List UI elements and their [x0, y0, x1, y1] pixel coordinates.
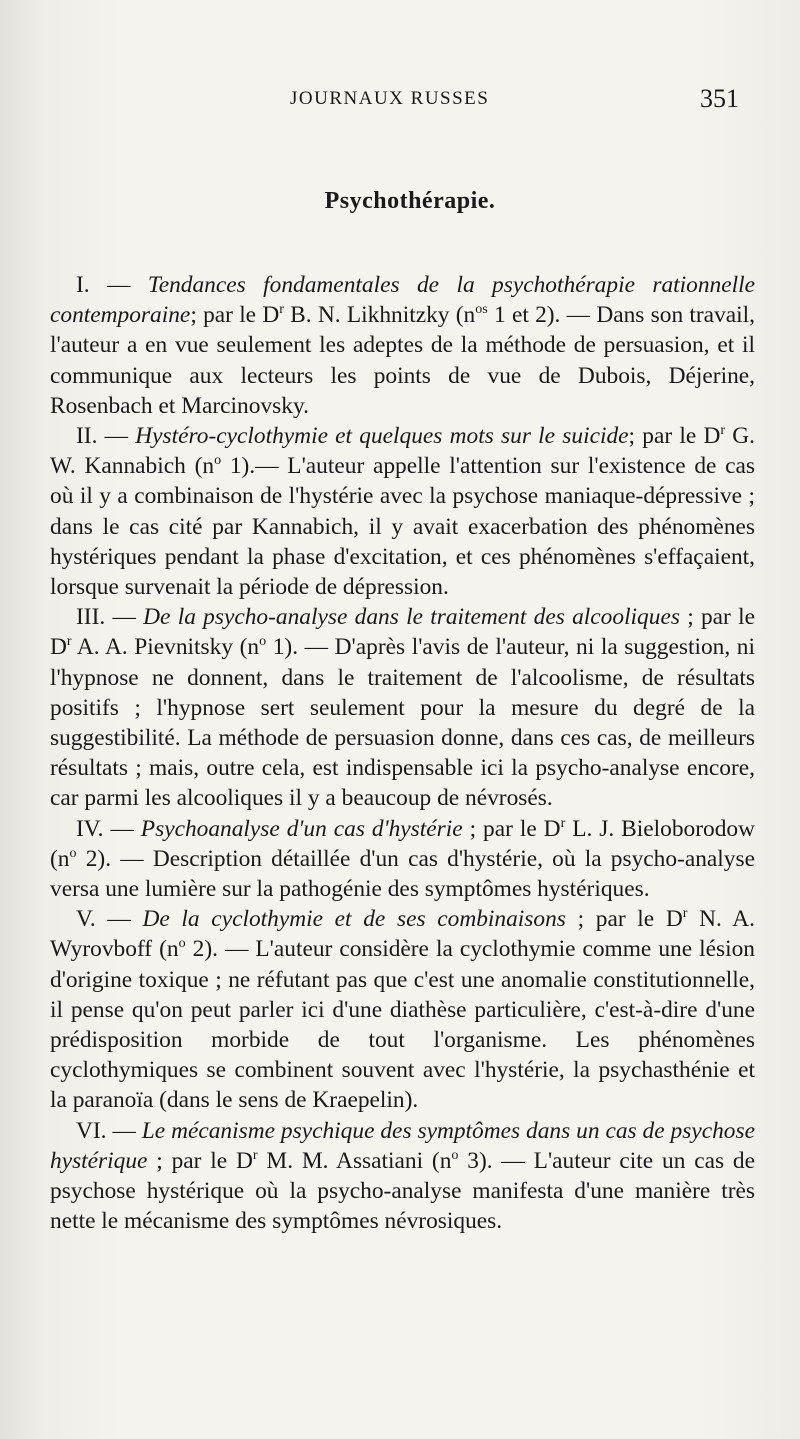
entry-text: — L'auteur appelle l'attention sur l'existence de cas où il y a combinaison de l'hystérie avec la psychose maniaque-dépressive ; dans le cas cité par Kannabich, il y avait exacerbation des phénomènes hystériques pendant la phase d'excitation, et ces phénomènes s'effaçaient, lorsque survenait la période de dépression.	[50, 453, 756, 601]
author-superscript: r	[560, 814, 566, 831]
entry-4	[50, 814, 755, 905]
entry-text: — Description détaillée d'un cas d'hystérie, où la psycho-analyse versa une lumière sur la pathogénie des symptômes hystériques.	[50, 845, 755, 903]
author-superscript: r	[66, 633, 72, 650]
entry-text: — Dans son travail, l'auteur a en vue seulement les adeptes de la méthode de persuasion, et il communique aux lecteurs les points de vue de Dubois, Déjerine, Rosenbach et Marcinovsky.	[50, 302, 755, 419]
entry-reference: 3).	[458, 1147, 493, 1174]
entry-author-prefix: ; par le D	[565, 906, 683, 933]
entry-reference: 1).	[266, 634, 299, 661]
entry-title: Hystéro-cyclothymie et quelques mots sur le suicide	[135, 423, 629, 450]
entry-author: L. J. Bieloborodow (n	[50, 815, 755, 872]
entry-author: B. N. Likhnitzky (n	[283, 302, 476, 329]
running-title: JOURNAUX RUSSES	[290, 88, 490, 109]
author-superscript: r	[720, 422, 726, 439]
entry-title: De la cyclothymie et de ses combinaisons	[142, 906, 566, 933]
author-superscript: r	[682, 905, 688, 922]
ref-superscript: os	[475, 301, 488, 318]
entry-number: III.	[76, 604, 106, 631]
entry-6	[50, 1116, 755, 1237]
entry-author: M. M. Assatiani (n	[257, 1147, 452, 1174]
entry-text: — L'auteur considère la cyclothymie comme une lésion d'origine toxique ; ne réfutant pas que c'est une anomalie constitutionnelle, il pense qu'on peut parler ici d'une diathèse particulière, c'est-à-dire d'une prédisposition morbide de tout l'organisme. Les phénomènes cyclothymiques se combinent souvent avec l'hystérie, la psychasthénie et la paranoïa (dans le sens de Kraepelin).	[50, 936, 755, 1114]
entry-separator: —	[106, 1117, 142, 1144]
entry-3	[50, 602, 755, 813]
entry-number: II.	[76, 423, 98, 450]
entry-author-prefix: ; par le D	[147, 1147, 253, 1174]
entry-separator: —	[89, 272, 148, 298]
entry-title: Le mécanisme psychique des symptômes dans un cas de psychose hystérique	[50, 1117, 755, 1174]
entry-reference: 2).	[76, 845, 112, 872]
entry-author-prefix: ; par le D	[462, 815, 561, 842]
entry-separator: —	[103, 815, 141, 842]
entry-text: — D'après l'avis de l'auteur, ni la suggestion, ni l'hypnose ne donnent, dans le traitement de l'alcoolisme, de résultats positifs ; l'hypnose sert seulement pour la mesure du degré de la suggestibilité. La méthode de persuasion donne, dans ces cas, de meilleurs résultats ; mais, outre cela, est indispensable ici la psycho-analyse encore, car parmi les alcooliques il y a beaucoup de névrosés.	[50, 634, 755, 812]
entry-author: A. A. Pievnitsky (n	[71, 634, 260, 661]
entry-author-prefix: ; par le D	[50, 604, 755, 661]
entry-separator: —	[95, 906, 143, 933]
page-number: 351	[700, 84, 739, 113]
ref-superscript: o	[451, 1147, 459, 1164]
entry-2	[50, 421, 755, 602]
entry-title: Psychoanalyse d'un cas d'hystérie	[140, 815, 463, 842]
ref-superscript: o	[214, 452, 222, 469]
entry-number: V.	[76, 906, 96, 933]
entry-separator: —	[105, 604, 144, 631]
entry-1	[50, 270, 755, 421]
entry-title: Tendances fondamentales de la psychothérapie rationnelle contemporaine	[50, 272, 755, 329]
entry-title: De la psycho-analyse dans le traitement des alcooliques	[143, 604, 680, 631]
running-head	[0, 80, 800, 120]
entry-author-prefix: ; par le D	[628, 423, 721, 450]
entry-reference: 1 et 2).	[487, 302, 561, 329]
ref-superscript: o	[69, 845, 77, 862]
ref-superscript: o	[178, 935, 186, 952]
entry-number: IV.	[76, 815, 104, 842]
author-superscript: r	[279, 301, 284, 318]
ref-superscript: o	[259, 633, 267, 650]
entry-author: N. A. Wyrovboff (n	[50, 906, 755, 963]
entry-text: — L'auteur cite un cas de psychose hystérique où la psycho-analyse manifesta d'une manière très nette le mécanisme des symptômes névrosiques.	[50, 1147, 755, 1235]
article-body	[50, 270, 755, 1237]
entry-author-prefix: ; par le D	[190, 302, 280, 329]
section-title: Psychothérapie.	[324, 188, 496, 214]
entry-5	[50, 904, 755, 1115]
entry-reference: 1).	[221, 453, 256, 480]
author-superscript: r	[252, 1147, 258, 1164]
entry-separator: —	[97, 423, 136, 450]
entry-reference: 2).	[185, 936, 218, 963]
entry-author: G. W. Kannabich (n	[50, 423, 755, 480]
entry-number: VI.	[76, 1117, 107, 1144]
entry-number: I.	[76, 272, 90, 298]
